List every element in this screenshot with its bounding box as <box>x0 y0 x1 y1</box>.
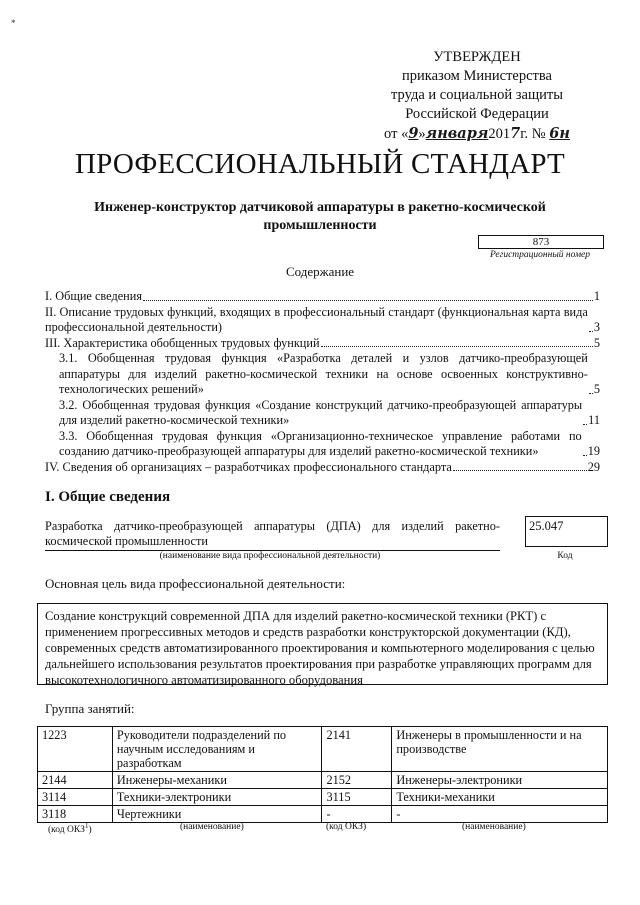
section-1-heading: I. Общие сведения <box>45 489 171 505</box>
okz-code-cell: 2144 <box>38 772 113 789</box>
table-of-contents <box>45 289 600 475</box>
occupation-group-label: Группа занятий: <box>45 701 135 716</box>
occupation-name-cell: Инженеры в промышленности и на производстве <box>392 727 608 772</box>
table-row <box>38 789 608 806</box>
date-year-handwritten: 7 <box>510 125 521 142</box>
approval-line-2: приказом Министерства <box>402 68 552 84</box>
toc-item-section-1[interactable]: I. Общие сведения 1 <box>45 289 600 303</box>
table-row <box>38 727 608 772</box>
approval-line-3: труда и социальной защиты <box>391 87 563 103</box>
toc-item-section-3[interactable]: III. Характеристика обобщенных трудовых функций 5 <box>45 335 600 350</box>
occupation-table <box>37 726 608 823</box>
toc-item-section-3-3[interactable]: 3.3. Обобщенная трудовая функция «Организационно-техническое управление работами по созданию датчико-преобразующей аппаратуры для изделий ракетно-космической техники» 19 <box>59 428 600 458</box>
okz-code-cell: 3115 <box>322 789 392 806</box>
toc-item-section-2[interactable]: II. Описание трудовых функций, входящих в профессиональный стандарт (функциональная карта вида профессиональной деятельности) 3 <box>45 304 600 334</box>
occupation-name-cell: Инженеры-электроники <box>392 772 608 789</box>
document-subtitle: Инженер-конструктор датчиковой аппаратуры в ракетно-космической промышленности <box>94 200 546 233</box>
order-number-handwritten: 6н <box>549 125 570 142</box>
occupation-name-cell: Техники-электроники <box>112 789 322 806</box>
toc-item-section-3-1[interactable]: 3.1. Обобщенная трудовая функция «Разработка деталей и узлов датчико-преобразующей аппаратуры для изделий ракетно-космической техники на основе освоенных конструктивно-технологических решений» 5 <box>59 351 600 396</box>
document-title: ПРОФЕССИОНАЛЬНЫЙ СТАНДАРТ <box>75 148 565 180</box>
okz-code-cell: 3114 <box>38 789 113 806</box>
okz-code-cell: 1223 <box>38 727 113 772</box>
okz-code-cell: - <box>322 806 392 823</box>
okz-code-cell: 2152 <box>322 772 392 789</box>
approval-date-line <box>372 124 582 144</box>
date-suffix: г. № <box>520 126 546 142</box>
date-month-handwritten: января <box>425 125 489 142</box>
approval-block <box>372 48 582 144</box>
corner-mark: * <box>11 18 16 28</box>
date-mid: » <box>418 126 426 142</box>
goal-text-box: Создание конструкций современной ДПА для изделий ракетно-космической техники (РКТ) с применением прогрессивных методов и средств разработки конструкторской документации (КД), современных средств автоматизированного проектирования и компьютерного моделирования с целью дальнейшего использования результатов проектирования при разработке управляющих программ для высокотехнологичного автоматизированного оборудования <box>37 603 608 685</box>
occupation-name-caption-1: (наименование) <box>180 822 244 832</box>
occupation-name-caption-2: (наименование) <box>462 822 526 832</box>
approval-line-1: УТВЕРЖДЕН <box>433 49 521 65</box>
registration-number-label: Регистрационный номер <box>489 250 591 260</box>
occupation-name-cell: - <box>392 806 608 823</box>
date-year-prefix: 201 <box>488 126 511 142</box>
okz-code-caption-1: (код ОКЗ$^1$) <box>48 822 92 836</box>
occupation-name-cell: Чертежники <box>112 806 322 823</box>
toc-item-section-4[interactable]: IV. Сведения об организациях – разработчиках профессионального стандарта 29 <box>45 459 600 474</box>
date-prefix: от « <box>384 126 409 142</box>
toc-item-section-3-2[interactable]: 3.2. Обобщенная трудовая функция «Создание конструкций датчико-преобразующей аппаратуры для изделий ракетно-космической техники» 11 <box>59 397 600 427</box>
activity-kind-caption: (наименование вида профессиональной деятельности) <box>159 551 381 561</box>
okz-code-cell: 3118 <box>38 806 113 823</box>
activity-kind-text: Разработка датчико-преобразующей аппаратуры (ДПА) для изделий ракетно-космической промышленности <box>45 519 500 551</box>
activity-code-caption: Код <box>557 551 573 561</box>
okz-code-caption-2: (код ОКЗ) <box>326 822 367 832</box>
approval-line-4: Российской Федерации <box>405 106 549 122</box>
okz-code-cell: 2141 <box>322 727 392 772</box>
occupation-name-cell: Руководители подразделений по научным исследованиям и разработкам <box>112 727 322 772</box>
date-day-handwritten: 9 <box>408 125 419 142</box>
activity-code-box: 25.047 <box>525 516 608 547</box>
occupation-name-cell: Техники-механики <box>392 789 608 806</box>
goal-label: Основная цель вида профессиональной деятельности: <box>45 576 346 591</box>
registration-number-box: 873 <box>478 235 604 249</box>
contents-heading: Содержание <box>285 264 355 279</box>
table-row <box>38 772 608 789</box>
table-row <box>38 806 608 823</box>
occupation-name-cell: Инженеры-механики <box>112 772 322 789</box>
